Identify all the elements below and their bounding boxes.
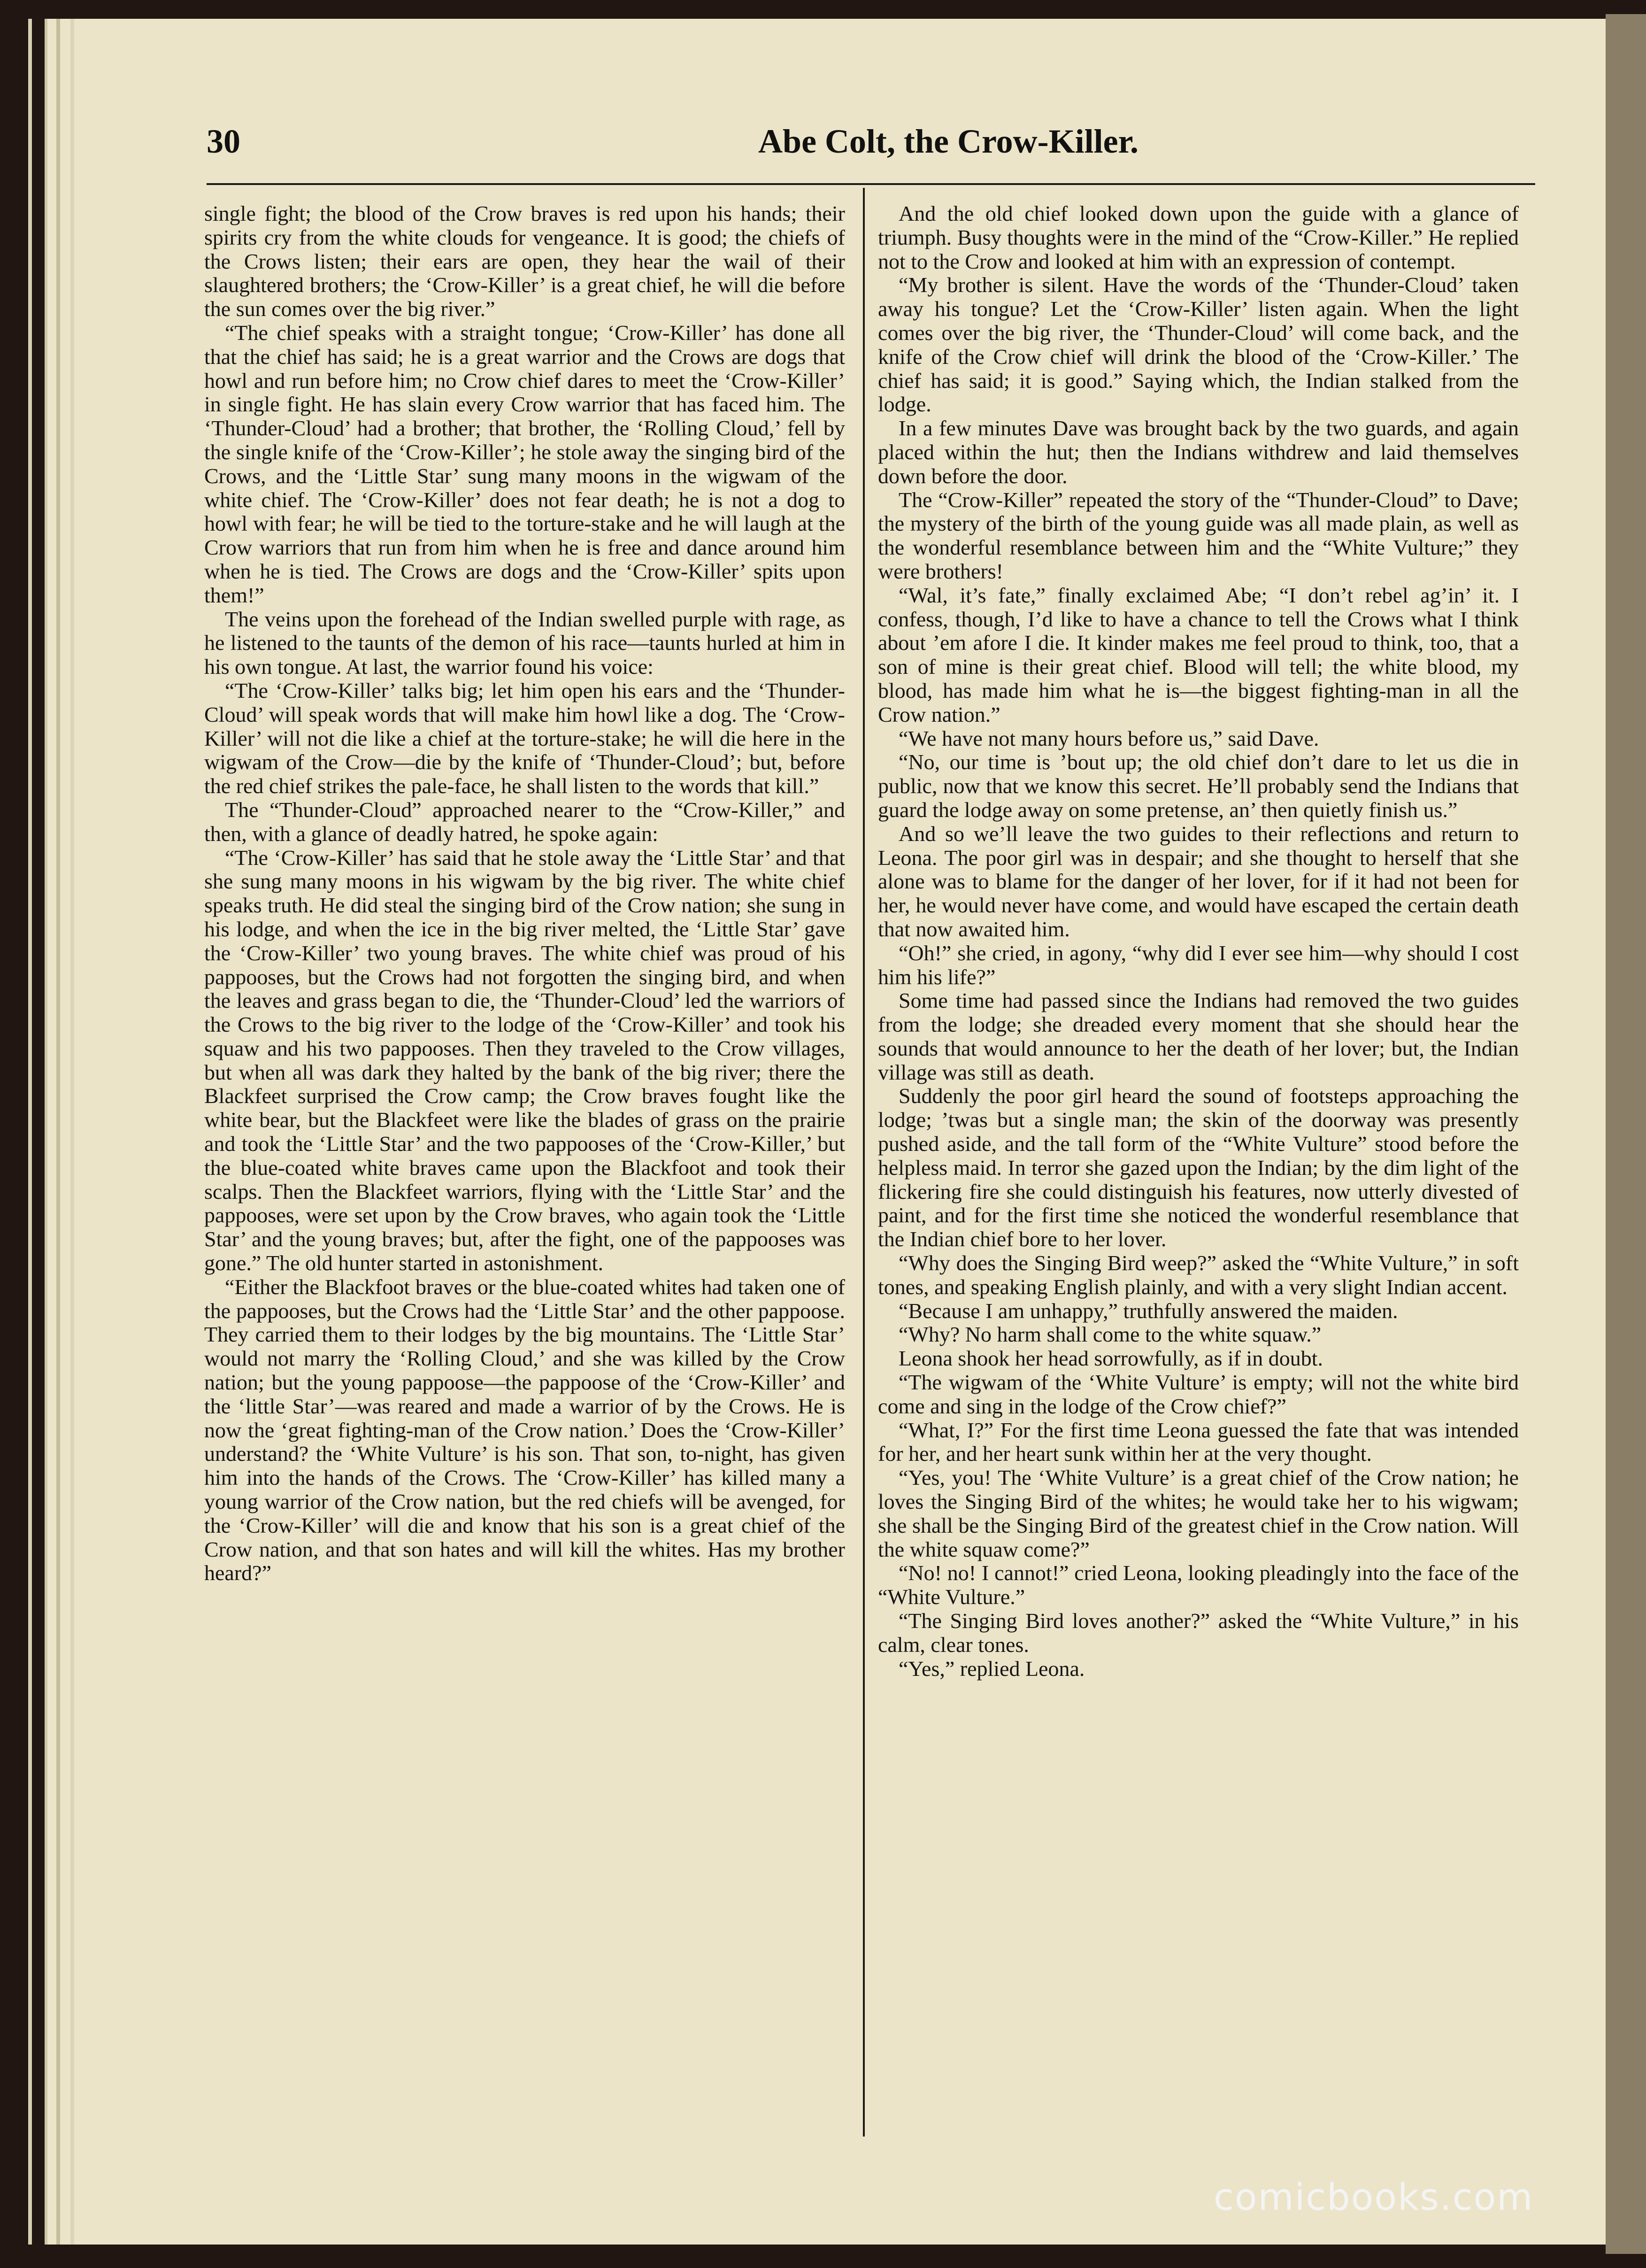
paragraph: “No! no! I cannot!” cried Leona, looking pleadingly into the face of the “White Vulture.”: [878, 1561, 1519, 1609]
paragraph: And so we’ll leave the two guides to their reflections and return to Leona. The poor girl was in despair; and she thought to herself that she alone was to blame for the danger of her lover, for if it had not been for her, he would never have come, and would have escaped the certain death that now awaited him.: [878, 821, 1519, 941]
paragraph: “We have not many hours before us,” said Dave.: [899, 726, 1319, 750]
page-header: [207, 117, 1531, 174]
paragraph: “The Singing Bird loves another?” asked the “White Vulture,” in his calm, clear tones.: [878, 1609, 1519, 1657]
paragraph: “Oh!” she cried, in agony, “why did I ever see him—why should I cost him his life?”: [878, 941, 1519, 989]
paragraph: “Why does the Singing Bird weep?” asked the “White Vulture,” in soft tones, and speaking English plainly, and with a very slight Indian accent.: [878, 1251, 1519, 1299]
watermark: comicbooks.com: [1214, 2176, 1534, 2219]
paragraph: Leona shook her head sorrowfully, as if in doubt.: [899, 1346, 1323, 1371]
paragraph: “What, I?” For the first time Leona guessed the fate that was intended for her, and her heart sunk within her at the very thought.: [878, 1418, 1519, 1466]
left-column: [204, 202, 845, 1585]
paragraph: In a few minutes Dave was brought back by the two guards, and again placed within the hut; then the Indians withdrew and laid themselves down before the door.: [878, 416, 1519, 488]
page-edge: [56, 19, 60, 2245]
paragraph: “Wal, it’s fate,” finally exclaimed Abe; “I don’t rebel ag’in’ it. I confess, though, I’d like to have a chance to tell the Crows what I think about ’em afore I die. It kinder makes me feel proud to think, too, that a son of mine is their great chief. Blood will tell; the white blood, my blood, has made him what he is—the biggest fighting-man in all the Crow nation.”: [878, 583, 1519, 726]
paragraph: “Yes,” replied Leona.: [899, 1656, 1085, 1681]
page-edge: [28, 19, 32, 2245]
paragraph: single fight; the blood of the Crow braves is red upon his hands; their spirits cry from the white clouds for vengeance. It is good; the chiefs of the Crows listen; their ears are open, they hear the wail of their slaughtered brothers; the ‘Crow-Killer’ is a great chief, he will die before the sun comes over the big river.”: [204, 201, 845, 321]
paragraph: “Either the Blackfoot braves or the blue-coated whites had taken one of the pappooses, but the Crows had the ‘Little Star’ and the other pappoose. They carried them to their lodges by the big mountains. The ‘Little Star’ would not marry the ‘Rolling Cloud,’ and she was killed by the Crow nation; but the young pappoose—the pappoose of the ‘Crow-Killer’ and the ‘little Star’—was reared and made a warrior of by the Crows. He is now the ‘great fighting-man of the Crow nation.’ Does the ‘Crow-Killer’ understand? the ‘White Vulture’ is his son. That son, to-night, has given him into the hands of the Crows. The ‘Crow-Killer’ has killed many a young warrior of the Crow nation, but the red chiefs will be avenged, for the ‘Crow-Killer’ will die and know that his son is a great chief of the Crow nation, and that son hates and will kill the whites. Has my brother heard?”: [204, 1274, 845, 1585]
paragraph: “My brother is silent. Have the words of the ‘Thunder-Cloud’ taken away his tongue? Let the ‘Crow-Killer’ listen again. When the light comes over the big river, the ‘Thunder-Cloud’ will come back, and the knife of the Crow chief will drink the blood of the ‘Crow-Killer.’ The chief has said; it is good.” Saying which, the Indian stalked from the lodge.: [878, 273, 1519, 417]
header-rule: [207, 183, 1535, 185]
running-title: Abe Colt, the Crow-Killer.: [758, 123, 1138, 160]
column-divider: [863, 188, 865, 2137]
binding-shadow: [1606, 14, 1646, 2254]
paragraph: Suddenly the poor girl heard the sound of footsteps approaching the lodge; ’twas but a single man; the skin of the doorway was presently pushed aside, and the tall form of the “White Vulture” stood before the helpless maid. In terror she gazed upon the Indian; by the dim light of the flickering fire she could distinguish his features, now utterly divested of paint, and for the first time she noticed the wonderful resemblance that the Indian chief bore to her lover.: [878, 1084, 1519, 1251]
paragraph: “Because I am unhappy,” truthfully answered the maiden.: [899, 1298, 1398, 1323]
paragraph: And the old chief looked down upon the guide with a glance of triumph. Busy thoughts were in the mind of the “Crow-Killer.” He replied not to the Crow and looked at him with an expression of contempt.: [878, 201, 1519, 273]
right-column: [878, 202, 1519, 1681]
paragraph: “No, our time is ’bout up; the old chief don’t dare to let us die in public, now that we know this secret. He’ll probably send the Indians that guard the lodge away on some pretense, an’ then quietly finish us.”: [878, 750, 1519, 822]
paragraph: “The wigwam of the ‘White Vulture’ is empty; will not the white bird come and sing in the lodge of the Crow chief?”: [878, 1370, 1519, 1418]
paragraph: The veins upon the forehead of the Indian swelled purple with rage, as he listened to the taunts of the demon of his race—taunts hurled at him in his own tongue. At last, the warrior found his voice:: [204, 607, 845, 679]
paragraph: “The ‘Crow-Killer’ talks big; let him open his ears and the ‘Thunder-Cloud’ will speak words that will make him howl like a dog. The ‘Crow-Killer’ will not die like a chief at the torture-stake; he will die here in the wigwam of the Crow—die by the knife of ‘Thunder-Cloud’; but, before the red chief strikes the pale-face, he shall listen to the words that kill.”: [204, 678, 845, 798]
paragraph: The “Thunder-Cloud” approached nearer to the “Crow-Killer,” and then, with a glance of deadly hatred, he spoke again:: [204, 797, 845, 846]
paragraph: Some time had passed since the Indians had removed the two guides from the lodge; she dreaded every moment that she should hear the sounds that would announce to her the death of her lover; but, the Indian village was still as death.: [878, 988, 1519, 1084]
page-number: 30: [207, 123, 240, 160]
paragraph: “Why? No harm shall come to the white squaw.”: [899, 1322, 1322, 1347]
paragraph: “Yes, you! The ‘White Vulture’ is a great chief of the Crow nation; he loves the Singing Bird of the whites; he would take her to his wigwam; she shall be the Singing Bird of the greatest chief in the Crow nation. Will the white squaw come?”: [878, 1466, 1519, 1561]
paragraph: “The ‘Crow-Killer’ has said that he stole away the ‘Little Star’ and that she sung many moons in his wigwam by the big river. The white chief speaks truth. He did steal the singing bird of the Crow nation; she sung in his lodge, and when the ice in the big river melted, the ‘Little Star’ gave the ‘Crow-Killer’ two young braves. The white chief was proud of his pappooses, but the Crows had not forgotten the singing bird, and when the leaves and grass began to die, the ‘Thunder-Cloud’ led the warriors of the Crows to the big river to the lodge of the ‘Crow-Killer’ and took his squaw and his two pappooses. Then they traveled to the Crow villages, but when all was dark they halted by the bank of the big river; there the Blackfeet surprised the Crow camp; the Crow braves fought like the white bear, but the Blackfeet were like the blades of grass on the prairie and took the ‘Little Star’ and the two pappooses of the ‘Crow-Killer,’ but the blue-coated white braves came upon the Blackfoot and took their scalps. Then the Blackfeet warriors, flying with the ‘Little Star’ and the pappooses, were set upon by the Crow braves, who again took the ‘Little Star’ and the young braves; but, after the fight, one of the pappooses was gone.” The old hunter started in astonishment.: [204, 845, 845, 1275]
paragraph: “The chief speaks with a straight tongue; ‘Crow-Killer’ has done all that the chief has said; he is a great warrior and the Crows are dogs that howl and run before him; no Crow chief dares to meet the ‘Crow-Killer’ in single fight. He has slain every Crow warrior that has faced him. The ‘Thunder-Cloud’ had a brother; that brother, the ‘Rolling Cloud,’ fell by the single knife of the ‘Crow-Killer’; he stole away the singing bird of the Crows, and the ‘Little Star’ sung many moons in the wigwam of the white chief. The ‘Crow-Killer’ does not fear death; he is not a dog to howl with fear; he will be tied to the torture-stake and he will laugh at the Crow warriors that run from him when he is free and dance around him when he is tied. The Crows are dogs and the ‘Crow-Killer’ spits upon them!”: [204, 320, 845, 607]
paragraph: The “Crow-Killer” repeated the story of the “Thunder-Cloud” to Dave; the mystery of the birth of the young guide was all made plain, as well as the wonderful resemblance between him and the “White Vulture;” they were brothers!: [878, 487, 1519, 583]
page-edge: [70, 19, 74, 2245]
